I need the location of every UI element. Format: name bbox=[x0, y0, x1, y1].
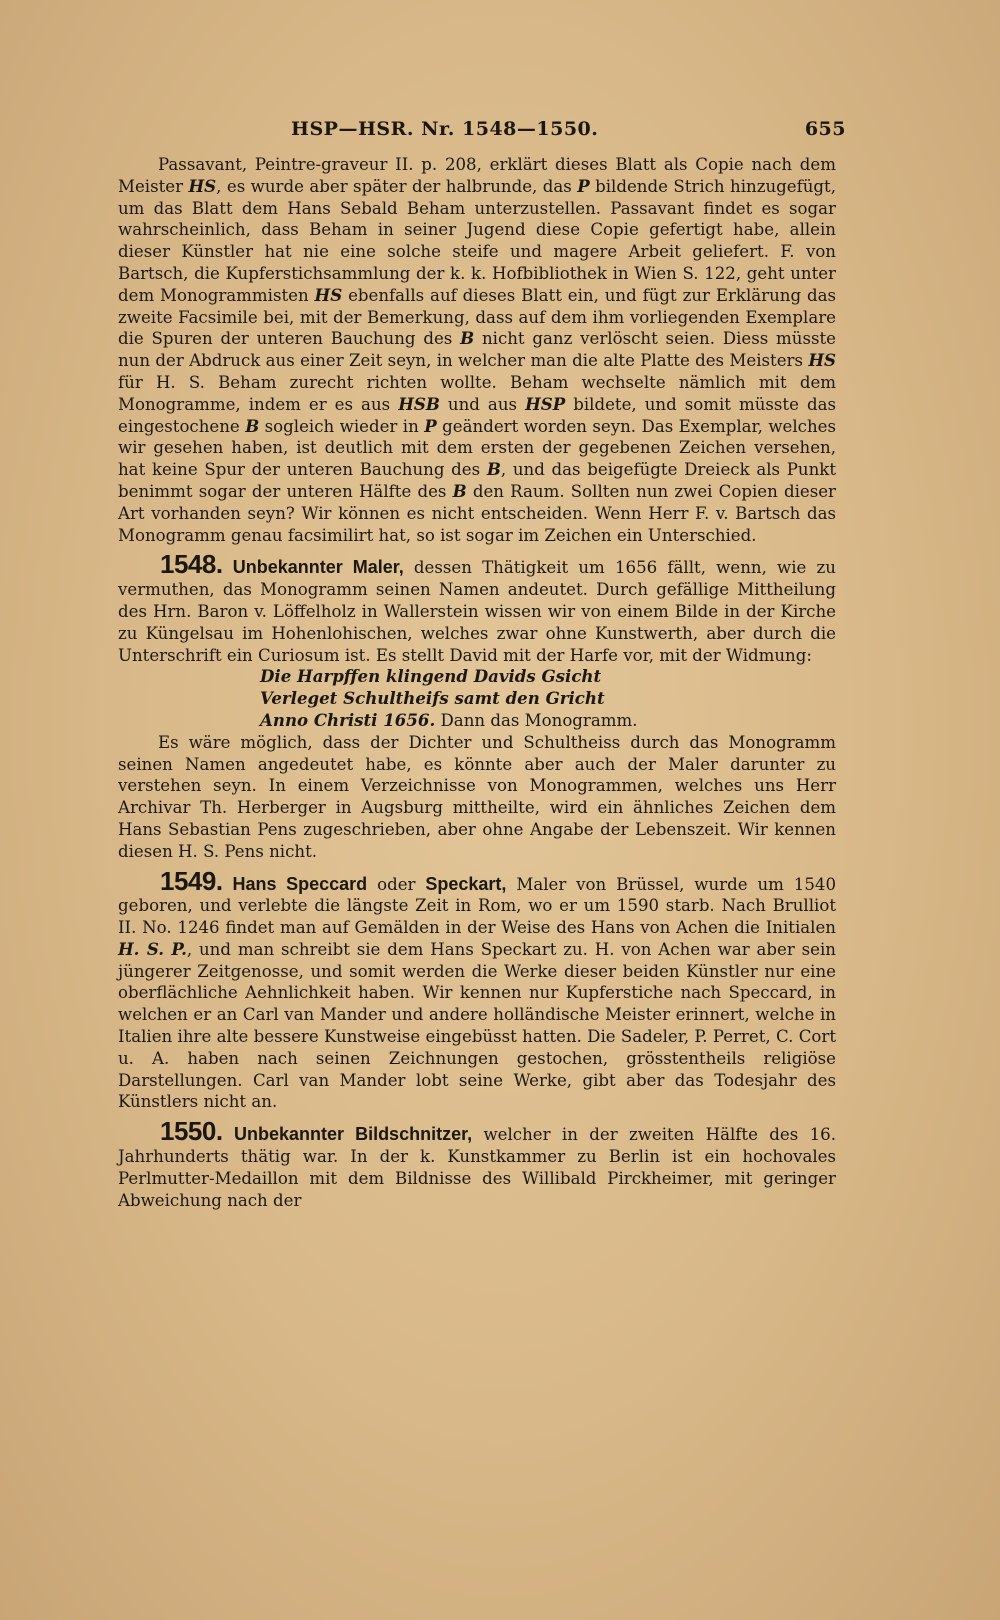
entry-name: Unbekannter Bildschnitzer, bbox=[233, 1124, 473, 1145]
entry-1548 bbox=[118, 549, 836, 862]
verse-line-1: Die Harpffen klingend Davids Gsicht bbox=[260, 666, 602, 687]
header-title: HSP—HSR. Nr. 1548—1550. bbox=[291, 118, 599, 140]
entry-1548-text: 1548. Unbekannter Maler, dessen Thätigkeit um 1656 fällt, wenn, wie zu vermuthen, das Monogramm seinen Namen andeutet. Durch gefällige Mittheilung des Hrn. Baron v. Löffelholz in Wallerstein wissen wir von einem Bilde in der Kirche zu Küngelsau im Hohenlohischen, welches zwar ohne Kunstwerth, aber durch die Unterschrift ein Curiosum ist. Es stellt David mit der Harfe vor, mit der Widmung: bbox=[118, 549, 836, 665]
entry-1550-text: 1550. Unbekannter Bildschnitzer, welcher in der zweiten Hälfte des 16. Jahrhunderts thätig war. In der k. Kunstkammer zu Berlin ist ein hochovales Perlmutter-Medaillon mit dem Bildnisse des Willibald Pirckheimer, mit geringer Abweichung nach der bbox=[118, 1116, 836, 1210]
entry-number: 1548. bbox=[160, 549, 223, 580]
entry-1549-text: 1549. Hans Speccard oder Speckart, Maler von Brüssel, wurde um 1540 geboren, und verlebte die längste Zeit in Rom, wo er um 1590 starb. Nach Brulliot II. No. 1246 findet man auf Gemälden in der Weise des Hans von Achen die Initialen H. S. P., und man schreibt sie dem Hans Speckart zu. H. von Achen war aber sein jüngerer Zeitgenosse, und somit werden die Werke dieser beiden Künstler nur eine oberflächliche Aehnlichkeit haben. Wir kennen nur Kupferstiche nach Speccard, in welchen er an Carl van Mander und andere holländische Meister erinnert, welche in Italien ihre alte bessere Kunstweise eingebüsst hatten. Die Sadeler, P. Perret, C. Cort u. A. haben nach seinen Zeichnungen gestochen, grösstentheils religiöse Darstellungen. Carl van Mander lobt seine Werke, gibt aber das Todesjahr des Künstlers nicht an. bbox=[118, 865, 837, 1112]
entry-number: 1550. bbox=[160, 1116, 223, 1147]
verse-line-3: Anno Christi 1656. Dann das Monogramm. bbox=[260, 709, 638, 730]
entry-1549 bbox=[118, 865, 837, 1114]
entry-number: 1549. bbox=[160, 865, 223, 896]
running-header bbox=[118, 118, 846, 154]
entry-name-2: Speckart, bbox=[425, 873, 507, 894]
page-number: 655 bbox=[804, 118, 846, 140]
entry-name: Unbekannter Maler, bbox=[232, 557, 404, 578]
entry-name: Hans Speccard bbox=[232, 873, 368, 894]
verse-line-2: Verleget Schultheifs samt den Gricht bbox=[260, 688, 605, 709]
entry-1548-paragraph-2: Es wäre möglich, dass der Dichter und Schultheiss durch das Monogramm seinen Namen angedeutet habe, es könnte aber auch der Maler darunter zu verstehen seyn. In einem Verzeichnisse von Monogrammen, welches uns Herr Archivar Th. Herberger in Augsburg mittheilte, wird ein ähnliches Zeichen dem Hans Sebastian Pens zugeschrieben, aber ohne Angabe der Lebenszeit. Wir kennen diesen H. S. Pens nicht. bbox=[118, 732, 836, 861]
intro-paragraph: Passavant, Peintre-graveur II. p. 208, erklärt dieses Blatt als Copie nach dem Meister HS, es wurde aber später der halbrunde, das P bildende Strich hinzugefügt, um das Blatt dem Hans Sebald Beham unterzustellen. Passavant findet es sogar wahrscheinlich, dass Beham in seiner Jugend diese Copie gefertigt habe, allein dieser Künstler hat nie eine solche steife und magere Arbeit geliefert. F. von Bartsch, die Kupferstichsammlung der k. k. Hofbibliothek in Wien S. 122, geht unter dem Monogrammisten HS ebenfalls auf dieses Blatt ein, und fügt zur Erklärung das zweite Facsimile bei, mit der Bemerkung, dass auf dem ihm vorliegenden Exemplare die Spuren der unteren Bauchung des B nicht ganz verlöscht seien. Diess müsste nun der Abdruck aus einer Zeit seyn, in welcher man die alte Platte des Meisters HS für H. S. Beham zurecht richten wollte. Beham wechselte nämlich mit dem Monogramme, indem er es aus HSB und aus HSP bildete, und somit müsste das eingestochene B sogleich wieder in P geändert worden seyn. Das Exemplar, welches wir gesehen haben, ist deutlich mit dem ersten der gegebenen Zeichen versehen, hat keine Spur der unteren Bauchung des B, und das beigefügte Dreieck als Punkt benimmt sogar der unteren Hälfte des B den Raum. Sollten nun zwei Copien dieser Art vorhanden seyn? Wir können es nicht entscheiden. Wenn Herr F. v. Bartsch das Monogramm genau facsimilirt hat, so ist sogar im Zeichen ein Unterschied. bbox=[118, 155, 836, 545]
entry-1550 bbox=[118, 1116, 836, 1211]
book-page bbox=[118, 118, 846, 1211]
